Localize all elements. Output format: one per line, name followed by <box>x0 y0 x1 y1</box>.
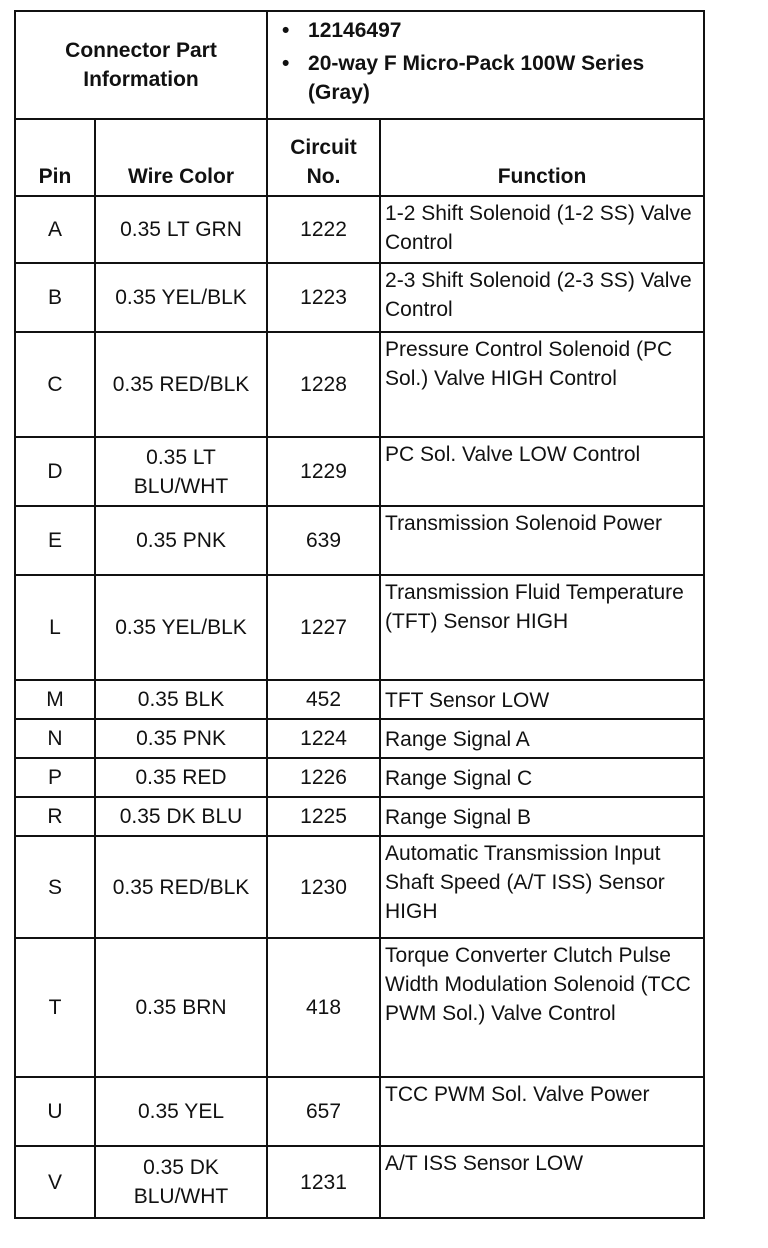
bullet-icon: • <box>282 19 290 42</box>
circuit-number-cell: 418 <box>267 938 380 1077</box>
wire-color-cell: 0.35 YEL <box>95 1077 267 1146</box>
column-header-wire-color: Wire Color <box>95 119 267 196</box>
part-number: 12146497 <box>308 19 402 42</box>
circuit-number-cell: 1223 <box>267 263 380 332</box>
wire-color-cell: 0.35 RED/BLK <box>95 836 267 938</box>
table-row <box>15 1077 704 1146</box>
pin-cell: L <box>15 575 95 680</box>
table-row <box>15 797 704 836</box>
pin-cell: N <box>15 719 95 758</box>
pin-cell: T <box>15 938 95 1077</box>
connector-info-row <box>15 11 704 119</box>
connector-part-info-label: Connector Part Information <box>15 11 267 119</box>
connector-description: 20-way F Micro-Pack 100W Series (Gray) <box>308 52 645 104</box>
function-cell: Torque Converter Clutch Pulse Width Modulation Solenoid (TCC PWM Sol.) Valve Control <box>380 938 704 1077</box>
circuit-number-cell: 1224 <box>267 719 380 758</box>
pin-cell: P <box>15 758 95 797</box>
function-cell: Range Signal A <box>380 719 704 758</box>
table-row <box>15 263 704 332</box>
function-cell: Transmission Solenoid Power <box>380 506 704 575</box>
function-cell: Range Signal B <box>380 797 704 836</box>
pin-cell: A <box>15 196 95 263</box>
column-header-circuit-no: Circuit No. <box>267 119 380 196</box>
wire-color-cell: 0.35 PNK <box>95 506 267 575</box>
connector-part-info-values <box>267 11 704 119</box>
function-cell: Automatic Transmission Input Shaft Speed (A/T ISS) Sensor HIGH <box>380 836 704 938</box>
pin-cell: U <box>15 1077 95 1146</box>
pin-cell: S <box>15 836 95 938</box>
connector-table-container <box>14 10 703 1219</box>
function-cell: Range Signal C <box>380 758 704 797</box>
table-row <box>15 938 704 1077</box>
wire-color-cell: 0.35 BRN <box>95 938 267 1077</box>
table-row <box>15 332 704 437</box>
wire-color-cell: 0.35 YEL/BLK <box>95 263 267 332</box>
circuit-number-cell: 1231 <box>267 1146 380 1218</box>
circuit-number-cell: 1225 <box>267 797 380 836</box>
wire-color-cell: 0.35 PNK <box>95 719 267 758</box>
circuit-number-cell: 657 <box>267 1077 380 1146</box>
pin-cell: D <box>15 437 95 506</box>
pin-cell: B <box>15 263 95 332</box>
table-row <box>15 437 704 506</box>
wire-color-cell: 0.35 LT BLU/WHT <box>95 437 267 506</box>
pin-cell: C <box>15 332 95 437</box>
circuit-number-cell: 1222 <box>267 196 380 263</box>
circuit-number-cell: 1230 <box>267 836 380 938</box>
connector-table <box>14 10 705 1219</box>
circuit-number-cell: 1229 <box>267 437 380 506</box>
function-cell: TCC PWM Sol. Valve Power <box>380 1077 704 1146</box>
pin-cell: R <box>15 797 95 836</box>
function-cell: PC Sol. Valve LOW Control <box>380 437 704 506</box>
function-cell: Pressure Control Solenoid (PC Sol.) Valve HIGH Control <box>380 332 704 437</box>
circuit-number-cell: 639 <box>267 506 380 575</box>
wire-color-cell: 0.35 RED <box>95 758 267 797</box>
circuit-number-cell: 1226 <box>267 758 380 797</box>
table-row <box>15 836 704 938</box>
wire-color-cell: 0.35 LT GRN <box>95 196 267 263</box>
circuit-number-cell: 1228 <box>267 332 380 437</box>
column-header-function: Function <box>380 119 704 196</box>
pin-cell: E <box>15 506 95 575</box>
wire-color-cell: 0.35 RED/BLK <box>95 332 267 437</box>
table-row <box>15 758 704 797</box>
table-row <box>15 680 704 719</box>
column-header-pin: Pin <box>15 119 95 196</box>
function-cell: TFT Sensor LOW <box>380 680 704 719</box>
bullet-icon: • <box>282 52 290 75</box>
table-row <box>15 1146 704 1218</box>
function-cell: 2-3 Shift Solenoid (2-3 SS) Valve Control <box>380 263 704 332</box>
wire-color-cell: 0.35 YEL/BLK <box>95 575 267 680</box>
connector-info-item <box>282 49 695 107</box>
function-cell: 1-2 Shift Solenoid (1-2 SS) Valve Control <box>380 196 704 263</box>
function-cell: Transmission Fluid Temperature (TFT) Sensor HIGH <box>380 575 704 680</box>
table-row <box>15 196 704 263</box>
wire-color-cell: 0.35 DK BLU/WHT <box>95 1146 267 1218</box>
function-cell: A/T ISS Sensor LOW <box>380 1146 704 1218</box>
pin-cell: M <box>15 680 95 719</box>
circuit-number-cell: 1227 <box>267 575 380 680</box>
column-header-row <box>15 119 704 196</box>
table-row <box>15 506 704 575</box>
table-row <box>15 575 704 680</box>
table-row <box>15 719 704 758</box>
circuit-number-cell: 452 <box>267 680 380 719</box>
wire-color-cell: 0.35 BLK <box>95 680 267 719</box>
wire-color-cell: 0.35 DK BLU <box>95 797 267 836</box>
pin-cell: V <box>15 1146 95 1218</box>
connector-info-item <box>282 16 695 45</box>
